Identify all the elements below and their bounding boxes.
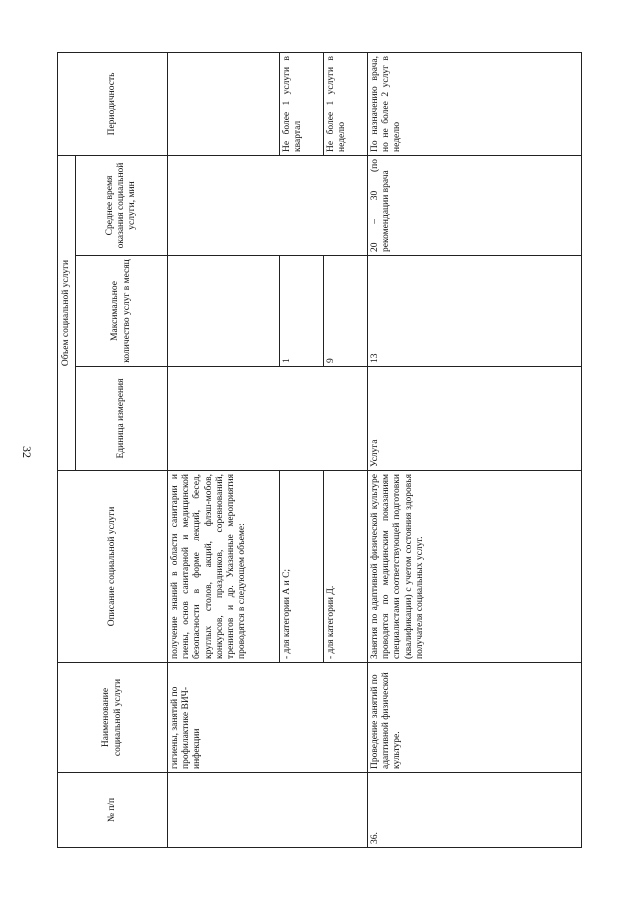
- row-unit: [168, 367, 368, 471]
- row-period: Не более 1 услуги в квартал: [280, 52, 324, 155]
- header-period: Периодичность: [58, 52, 168, 155]
- row-unit: Услуга: [368, 367, 582, 471]
- row-description: получение знаний в области санитарии и гиены, основ санитарной и медицинской безопасности в форме лекций, бесед, круглых столов, акций, флэш-мобов, конкурсов, праздников, соревнований, тренингов и др. Указанные мероприятия проводятся в следующем объеме:: [168, 471, 280, 663]
- row-max-qty: [168, 256, 280, 367]
- rotated-table-canvas: [57, 53, 582, 848]
- row-description: - для категории Д.: [324, 471, 368, 663]
- social-services-table: [57, 52, 582, 848]
- row-avg-time: [168, 155, 368, 255]
- row-max-qty: 9: [324, 256, 368, 367]
- header-description: Описание социальной услуги: [58, 471, 168, 663]
- row-description: - для категории А и С;: [280, 471, 324, 663]
- row-avg-time: 20 – 30 (по рекомендации врача: [368, 155, 582, 255]
- table-row: [368, 52, 582, 847]
- header-name: Наименование социальной услуги: [58, 663, 168, 773]
- row-description: Занятия по адаптивной физической культуре проводятся по медицинским показаниям специалистами соответствующей подготовки (квалификации) с учетом состояния здоровья получателя социальных услуг.: [368, 471, 582, 663]
- row-max-qty: 1: [280, 256, 324, 367]
- header-volume-group: Объем социальной услуги: [58, 155, 76, 470]
- row-name: Проведение занятий по адаптивной физической культуре.: [368, 663, 582, 773]
- header-unit: Единица измерения: [76, 367, 168, 471]
- page-number: 32: [20, 446, 34, 458]
- row-name: гигиены, занятий по профилактике ВИЧ-инфекции: [168, 663, 368, 773]
- row-period: [168, 52, 280, 155]
- table-row: [168, 52, 280, 847]
- header-avg-time: Среднее время оказания социальной услуги, мин: [76, 155, 168, 255]
- row-period: Не более 1 услуги в неделю: [324, 52, 368, 155]
- row-period: По назначению врача, но не более 2 услуг в неделю: [368, 52, 582, 155]
- row-num: 36.: [368, 773, 582, 848]
- header-max-qty: Максимальное количество услуг в месяц: [76, 256, 168, 367]
- row-num: [168, 773, 368, 848]
- row-max-qty: 13: [368, 256, 582, 367]
- header-num: № п/п: [58, 773, 168, 848]
